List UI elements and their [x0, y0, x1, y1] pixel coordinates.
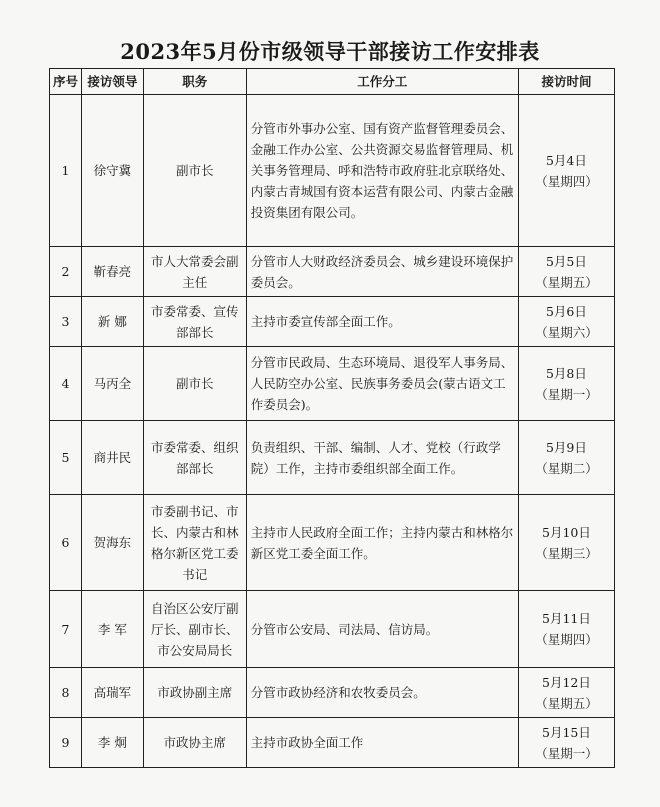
row-seq: 4: [50, 347, 82, 421]
row-position: 市委常委、组织部部长: [143, 421, 246, 495]
row-weekday: （星期三）: [535, 545, 598, 561]
header-name: 接访领导: [82, 69, 144, 95]
table-header-row: [50, 69, 615, 95]
row-weekday: （星期四）: [535, 173, 598, 189]
row-time: [518, 495, 614, 591]
row-seq: 5: [50, 421, 82, 495]
row-weekday: （星期一）: [535, 745, 598, 761]
row-position: 副市长: [143, 95, 246, 247]
table-row: [50, 297, 615, 347]
row-seq: 9: [50, 718, 82, 768]
row-duties: 主持市委宣传部全面工作。: [246, 297, 518, 347]
row-seq: 1: [50, 95, 82, 247]
row-position: 市委副书记、市长、内蒙古和林格尔新区党工委书记: [143, 495, 246, 591]
schedule-table: [49, 68, 615, 768]
table-row: [50, 347, 615, 421]
document-title: 2023年5月份市级领导干部接访工作安排表: [120, 39, 540, 64]
row-name: 李 军: [82, 591, 144, 668]
row-position: 市委常委、宣传部部长: [143, 297, 246, 347]
header-position: 职务: [143, 69, 246, 95]
row-duties: 分管市公安局、司法局、信访局。: [246, 591, 518, 668]
row-position: 市政协主席: [143, 718, 246, 768]
table-row: [50, 421, 615, 495]
row-date: 5月4日: [545, 152, 587, 168]
row-weekday: （星期一）: [535, 386, 598, 402]
row-weekday: （星期六）: [535, 324, 598, 340]
row-seq: 2: [50, 247, 82, 297]
table-row: [50, 591, 615, 668]
row-time: [518, 668, 614, 718]
row-seq: 6: [50, 495, 82, 591]
row-duties: 分管市民政局、生态环境局、退役军人事务局、人民防空办公室、民族事务委员会(蒙古语文工作委员会)。: [246, 347, 518, 421]
header-time: 接访时间: [518, 69, 614, 95]
row-time: [518, 297, 614, 347]
row-duties: 分管市政协经济和农牧委员会。: [246, 668, 518, 718]
row-time: [518, 95, 614, 247]
row-duties: 分管市人大财政经济委员会、城乡建设环境保护委员会。: [246, 247, 518, 297]
table-row: [50, 668, 615, 718]
row-name: 李 炯: [82, 718, 144, 768]
row-time: [518, 347, 614, 421]
row-position: 自治区公安厅副厅长、副市长、市公安局局长: [143, 591, 246, 668]
row-name: 马丙全: [82, 347, 144, 421]
row-position: 副市长: [143, 347, 246, 421]
row-seq: 8: [50, 668, 82, 718]
row-time: [518, 591, 614, 668]
table-row: [50, 495, 615, 591]
row-weekday: （星期五）: [535, 695, 598, 711]
row-time: [518, 718, 614, 768]
row-date: 5月11日: [542, 611, 591, 626]
row-date: 5月10日: [542, 524, 591, 540]
row-seq: 3: [50, 297, 82, 347]
row-time: [518, 421, 614, 495]
row-date: 5月6日: [545, 303, 587, 319]
row-date: 5月5日: [545, 253, 587, 269]
row-date: 5月8日: [545, 365, 587, 381]
row-weekday: （星期五）: [535, 274, 598, 290]
row-name: 贺海东: [82, 495, 144, 591]
header-duties: 工作分工: [246, 69, 518, 95]
row-duties: 分管市外事办公室、国有资产监督管理委员会、金融工作办公室、公共资源交易监督管理局、机关事务管理局、呼和浩特市政府驻北京联络处、内蒙古青城国有资本运营有限公司、内蒙古金融投资集团有限公司。: [246, 95, 518, 247]
row-weekday: （星期二）: [535, 460, 598, 476]
row-position: 市人大常委会副主任: [143, 247, 246, 297]
row-date: 5月15日: [542, 724, 591, 740]
row-time: [518, 247, 614, 297]
header-seq: 序号: [50, 69, 82, 95]
table-row: [50, 718, 615, 768]
row-name: 徐守冀: [82, 95, 144, 247]
row-seq: 7: [50, 591, 82, 668]
row-duties: 主持市政协全面工作: [246, 718, 518, 768]
row-duties: 负责组织、干部、编制、人才、党校（行政学院）工作，主持市委组织部全面工作。: [246, 421, 518, 495]
row-weekday: （星期四）: [535, 632, 598, 647]
table-row: [50, 247, 615, 297]
row-name: 商井民: [82, 421, 144, 495]
row-date: 5月9日: [545, 439, 587, 455]
row-name: 高瑞军: [82, 668, 144, 718]
row-name: 新 娜: [82, 297, 144, 347]
table-row: [50, 95, 615, 247]
row-date: 5月12日: [542, 674, 591, 690]
row-position: 市政协副主席: [143, 668, 246, 718]
row-name: 靳春亮: [82, 247, 144, 297]
row-duties: 主持市人民政府全面工作；主持内蒙古和林格尔新区党工委全面工作。: [246, 495, 518, 591]
